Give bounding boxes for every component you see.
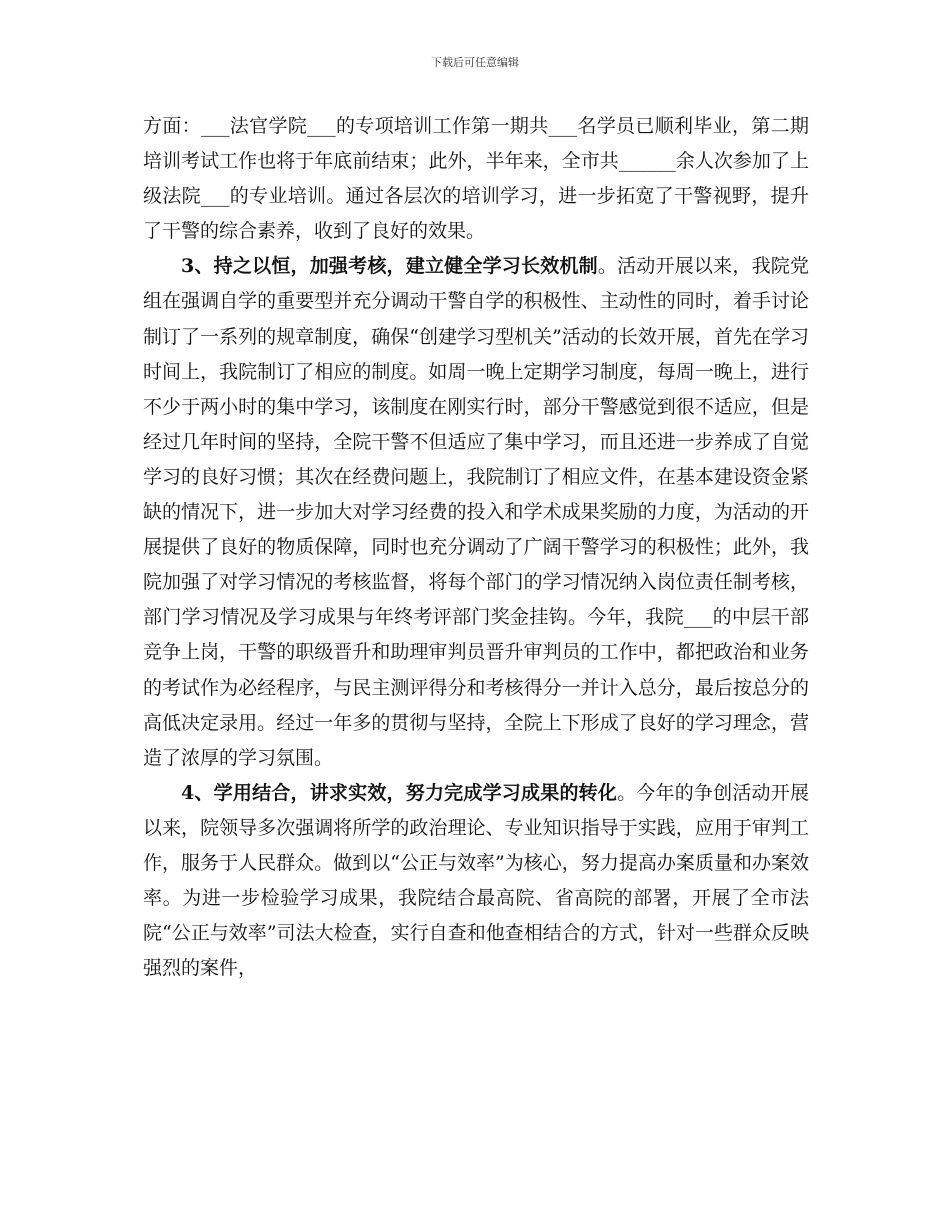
paragraph-text: 。今年的争创活动开展以来，院领导多次强调将所学的政治理论、专业知识指导于实践，应用于审判工作，服务于人民群众。做到以“公正与效率”为核心，努力提高办案质量和办案效率。为进一步检验学习成果，我院结合最高院、省高院的部署，开展了全市法院“公正与效率”司法大检查，实行自查和他查相结合的方式，针对一些群众反映强烈的案件， — [143, 781, 809, 980]
document-body — [143, 109, 809, 986]
paragraph-text: 方面：___法官学院___的专项培训工作第一期共___名学员已顺利毕业，第二期培训考试工作也将于年底前结束；此外，半年来，全市共______余人次参加了上级法院___的专业培训。通过各层次的培训学习，进一步拓宽了干警视野，提升了干警的综合素养，收到了良好的效果。 — [143, 115, 809, 243]
page-header: 下载后可任意编辑 — [431, 56, 519, 69]
paragraph-continuation — [143, 109, 809, 249]
paragraph-4 — [143, 776, 809, 987]
paragraph-text: 。活动开展以来，我院党组在强调自学的重要型并充分调动干警自学的积极性、主动性的同时，着手讨论制订了一系列的规章制度，确保“创建学习型机关”活动的长效开展，首先在学习时间上，我院制订了相应的制度。如周一晚上定期学习制度，每周一晚上，进行不少于两小时的集中学习，该制度在刚实行时，部分干警感觉到很不适应，但是经过几年时间的坚持，全院干警不但适应了集中学习，而且还进一步养成了自觉学习的良好习惯；其次在经费问题上，我院制订了相应文件，在基本建设资金紧缺的情况下，进一步加大对学习经费的投入和学术成果奖励的力度，为活动的开展提供了良好的物质保障，同时也充分调动了广阔干警学习的积极性；此外，我院加强了对学习情况的考核监督，将每个部门的学习情况纳入岗位责任制考核，部门学习情况及学习成果与年终考评部门奖金挂钩。今年，我院___的中层干部竞争上岗，干警的职级晋升和助理审判员晋升审判员的工作中，都把政治和业务的考试作为必经程序，与民主测评得分和考核得分一并计入总分，最后按总分的高低决定录用。经过一年多的贯彻与坚持，全院上下形成了良好的学习理念，营造了浓厚的学习氛围。 — [143, 255, 809, 769]
paragraph-heading: 3、持之以恒，加强考核，建立健全学习长效机制 — [181, 255, 598, 278]
paragraph-3 — [143, 249, 809, 775]
paragraph-heading: 4、学用结合，讲求实效，努力完成学习成果的转化 — [181, 781, 618, 804]
